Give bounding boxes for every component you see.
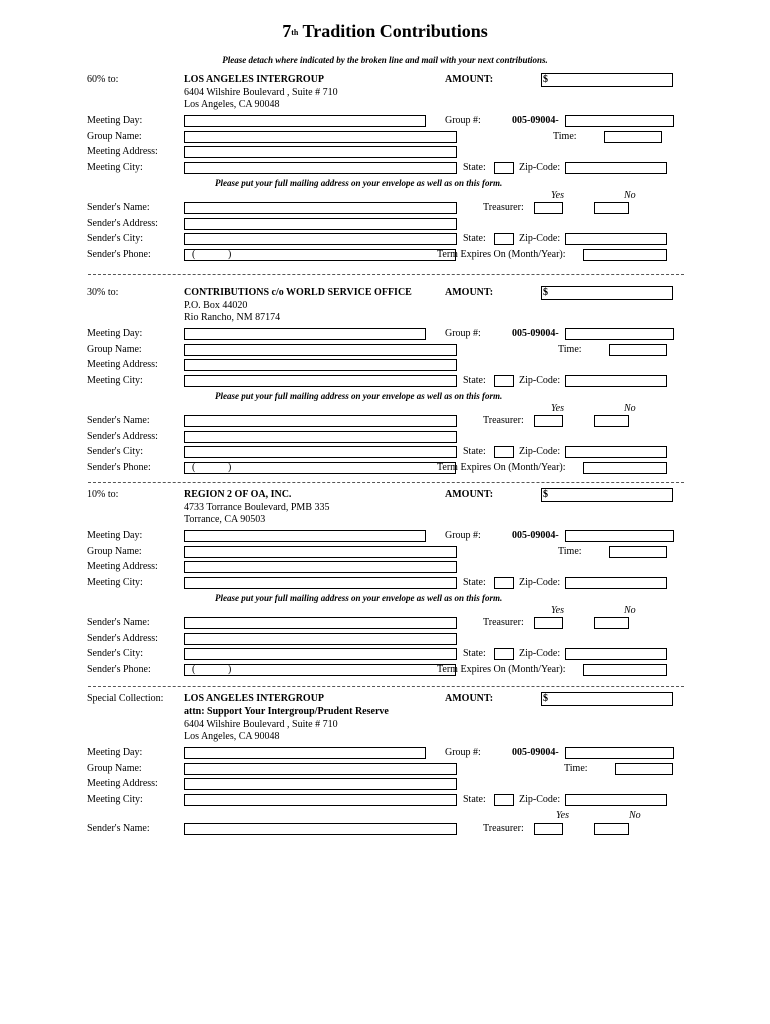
sender-phone-input[interactable]	[184, 249, 456, 261]
phone-close-paren: )	[228, 462, 232, 473]
group-number-label: Group #:	[445, 530, 481, 541]
sender-city-input[interactable]	[184, 233, 457, 245]
amount-field[interactable]: $	[541, 286, 673, 300]
zip-input[interactable]	[565, 577, 667, 589]
sender-address-label: Sender's Address:	[87, 218, 158, 229]
state-input[interactable]	[494, 794, 514, 806]
zip-label: Zip-Code:	[519, 375, 561, 386]
recipient-share-label: 30% to:	[87, 287, 119, 298]
amount-label: AMOUNT:	[445, 489, 494, 500]
sender-name-label: Sender's Name:	[87, 415, 150, 426]
treasurer-no-checkbox[interactable]	[594, 823, 629, 835]
no-label: No	[624, 605, 636, 616]
time-label: Time:	[564, 763, 588, 774]
recipient-share-label: 10% to:	[87, 489, 119, 500]
meeting-day-label: Meeting Day:	[87, 747, 143, 758]
sender-name-label: Sender's Name:	[87, 823, 150, 834]
group-number-prefix: 005-09004-	[512, 530, 559, 541]
meeting-city-input[interactable]	[184, 794, 457, 806]
treasurer-yes-checkbox[interactable]	[534, 617, 563, 629]
treasurer-yes-checkbox[interactable]	[534, 202, 563, 214]
phone-open-paren: (	[192, 249, 196, 260]
time-label: Time:	[553, 131, 577, 142]
zip-label: Zip-Code:	[519, 233, 561, 244]
amount-label: AMOUNT:	[445, 287, 494, 298]
meeting-city-label: Meeting City:	[87, 375, 143, 386]
meeting-city-input[interactable]	[184, 162, 457, 174]
meeting-address-label: Meeting Address:	[87, 561, 158, 572]
group-name-label: Group Name:	[87, 344, 142, 355]
detach-line	[88, 274, 684, 275]
time-input[interactable]	[604, 131, 662, 143]
mailing-note: Please put your full mailing address on your envelope as well as on this form.	[215, 593, 503, 603]
treasurer-no-checkbox[interactable]	[594, 202, 629, 214]
sender-name-label: Sender's Name:	[87, 617, 150, 628]
yes-label: Yes	[551, 403, 564, 414]
yes-label: Yes	[551, 605, 564, 616]
group-number-input[interactable]	[565, 115, 674, 127]
meeting-address-label: Meeting Address:	[87, 778, 158, 789]
sender-address-input[interactable]	[184, 633, 457, 645]
treasurer-label: Treasurer:	[483, 617, 524, 628]
recipient-address-line2: Torrance, CA 90503	[184, 514, 266, 525]
state-label: State:	[463, 577, 486, 588]
zip-label: Zip-Code:	[519, 794, 561, 805]
treasurer-no-checkbox[interactable]	[594, 617, 629, 629]
group-number-input[interactable]	[565, 530, 674, 542]
no-label: No	[624, 403, 636, 414]
recipient-name: LOS ANGELES INTERGROUP	[184, 74, 325, 85]
term-expires-label: Term Expires On (Month/Year):	[437, 249, 566, 260]
zip-input[interactable]	[565, 162, 667, 174]
sender-address-label: Sender's Address:	[87, 633, 158, 644]
group-number-input[interactable]	[565, 747, 674, 759]
zip-label: Zip-Code:	[519, 648, 561, 659]
sender-city-input[interactable]	[184, 446, 457, 458]
time-label: Time:	[558, 546, 582, 557]
treasurer-label: Treasurer:	[483, 202, 524, 213]
state-input[interactable]	[494, 162, 514, 174]
recipient-share-label: 60% to:	[87, 74, 119, 85]
meeting-city-label: Meeting City:	[87, 162, 143, 173]
phone-open-paren: (	[192, 462, 196, 473]
recipient-address-line2: Los Angeles, CA 90048	[184, 731, 280, 742]
state-input[interactable]	[494, 233, 514, 245]
recipient-address-line1: P.O. Box 44020	[184, 300, 248, 311]
sender-city-label: Sender's City:	[87, 233, 143, 244]
zip-input[interactable]	[565, 233, 667, 245]
time-label: Time:	[558, 344, 582, 355]
phone-close-paren: )	[228, 664, 232, 675]
group-name-input[interactable]	[184, 344, 457, 356]
group-number-prefix: 005-09004-	[512, 747, 559, 758]
sender-name-input[interactable]	[184, 823, 457, 835]
mailing-note: Please put your full mailing address on your envelope as well as on this form.	[215, 178, 503, 188]
meeting-day-label: Meeting Day:	[87, 115, 143, 126]
meeting-address-input[interactable]	[184, 561, 457, 573]
mailing-note: Please put your full mailing address on your envelope as well as on this form.	[215, 391, 503, 401]
group-name-input[interactable]	[184, 546, 457, 558]
zip-label: Zip-Code:	[519, 577, 561, 588]
detach-line	[88, 482, 684, 483]
yes-label: Yes	[551, 190, 564, 201]
zip-input[interactable]	[565, 446, 667, 458]
no-label: No	[624, 190, 636, 201]
phone-close-paren: )	[228, 249, 232, 260]
zip-input[interactable]	[565, 794, 667, 806]
treasurer-yes-checkbox[interactable]	[534, 823, 563, 835]
group-number-prefix: 005-09004-	[512, 328, 559, 339]
meeting-city-label: Meeting City:	[87, 577, 143, 588]
state-label: State:	[463, 648, 486, 659]
recipient-share-label: Special Collection:	[87, 693, 164, 704]
zip-label: Zip-Code:	[519, 446, 561, 457]
meeting-day-input[interactable]	[184, 747, 426, 759]
meeting-day-label: Meeting Day:	[87, 328, 143, 339]
sender-phone-label: Sender's Phone:	[87, 664, 151, 675]
group-name-input[interactable]	[184, 763, 457, 775]
state-label: State:	[463, 233, 486, 244]
recipient-address-line2: Los Angeles, CA 90048	[184, 99, 280, 110]
meeting-day-input[interactable]	[184, 530, 426, 542]
recipient-address-line2: Rio Rancho, NM 87174	[184, 312, 281, 323]
group-number-prefix: 005-09004-	[512, 115, 559, 126]
term-expires-input[interactable]	[583, 664, 667, 676]
amount-label: AMOUNT:	[445, 693, 494, 704]
amount-field[interactable]: $	[541, 488, 673, 502]
recipient-attn: attn: Support Your Intergroup/Prudent Reserve	[184, 706, 389, 717]
sender-city-input[interactable]	[184, 648, 457, 660]
page-title: 7th Tradition Contributions	[282, 21, 488, 41]
group-name-label: Group Name:	[87, 763, 142, 774]
no-label: No	[629, 810, 641, 821]
phone-open-paren: (	[192, 664, 196, 675]
sender-city-label: Sender's City:	[87, 446, 143, 457]
sender-name-input[interactable]	[184, 415, 457, 427]
zip-input[interactable]	[565, 648, 667, 660]
detach-line	[88, 686, 684, 687]
treasurer-yes-checkbox[interactable]	[534, 415, 563, 427]
group-name-label: Group Name:	[87, 131, 142, 142]
recipient-address-line1: 4733 Torrance Boulevard, PMB 335	[184, 502, 330, 513]
meeting-day-label: Meeting Day:	[87, 530, 143, 541]
meeting-city-input[interactable]	[184, 375, 457, 387]
group-name-label: Group Name:	[87, 546, 142, 557]
sender-address-label: Sender's Address:	[87, 431, 158, 442]
term-expires-input[interactable]	[583, 249, 667, 261]
group-name-input[interactable]	[184, 131, 457, 143]
meeting-address-input[interactable]	[184, 146, 457, 158]
state-label: State:	[463, 375, 486, 386]
group-number-label: Group #:	[445, 747, 481, 758]
meeting-day-input[interactable]	[184, 115, 426, 127]
amount-field[interactable]: $	[541, 692, 673, 706]
meeting-city-label: Meeting City:	[87, 794, 143, 805]
group-number-input[interactable]	[565, 328, 674, 340]
sender-name-input[interactable]	[184, 202, 457, 214]
yes-label: Yes	[556, 810, 569, 821]
meeting-city-input[interactable]	[184, 577, 457, 589]
sender-phone-input[interactable]	[184, 462, 456, 474]
sender-address-input[interactable]	[184, 431, 457, 443]
group-number-label: Group #:	[445, 328, 481, 339]
zip-input[interactable]	[565, 375, 667, 387]
sender-city-label: Sender's City:	[87, 648, 143, 659]
state-label: State:	[463, 794, 486, 805]
meeting-day-input[interactable]	[184, 328, 426, 340]
state-input[interactable]	[494, 648, 514, 660]
treasurer-no-checkbox[interactable]	[594, 415, 629, 427]
time-input[interactable]	[609, 344, 667, 356]
state-label: State:	[463, 162, 486, 173]
page-subtitle: Please detach where indicated by the broken line and mail with your next contributions.	[222, 55, 548, 65]
state-label: State:	[463, 446, 486, 457]
sender-phone-input[interactable]	[184, 664, 456, 676]
recipient-address-line1: 6404 Wilshire Boulevard , Suite # 710	[184, 719, 338, 730]
treasurer-label: Treasurer:	[483, 823, 524, 834]
zip-label: Zip-Code:	[519, 162, 561, 173]
sender-name-input[interactable]	[184, 617, 457, 629]
recipient-name: LOS ANGELES INTERGROUP	[184, 693, 325, 704]
sender-phone-label: Sender's Phone:	[87, 462, 151, 473]
amount-label: AMOUNT:	[445, 74, 494, 85]
amount-field[interactable]: $	[541, 73, 673, 87]
term-expires-input[interactable]	[583, 462, 667, 474]
state-input[interactable]	[494, 446, 514, 458]
meeting-address-label: Meeting Address:	[87, 359, 158, 370]
recipient-name: CONTRIBUTIONS c/o WORLD SERVICE OFFICE	[184, 287, 412, 298]
recipient-name: REGION 2 OF OA, INC.	[184, 489, 292, 500]
term-expires-label: Term Expires On (Month/Year):	[437, 664, 566, 675]
group-number-label: Group #:	[445, 115, 481, 126]
meeting-address-input[interactable]	[184, 359, 457, 371]
state-input[interactable]	[494, 375, 514, 387]
sender-address-input[interactable]	[184, 218, 457, 230]
state-input[interactable]	[494, 577, 514, 589]
time-input[interactable]	[615, 763, 673, 775]
treasurer-label: Treasurer:	[483, 415, 524, 426]
term-expires-label: Term Expires On (Month/Year):	[437, 462, 566, 473]
time-input[interactable]	[609, 546, 667, 558]
meeting-address-input[interactable]	[184, 778, 457, 790]
sender-phone-label: Sender's Phone:	[87, 249, 151, 260]
sender-name-label: Sender's Name:	[87, 202, 150, 213]
meeting-address-label: Meeting Address:	[87, 146, 158, 157]
recipient-address-line1: 6404 Wilshire Boulevard , Suite # 710	[184, 87, 338, 98]
